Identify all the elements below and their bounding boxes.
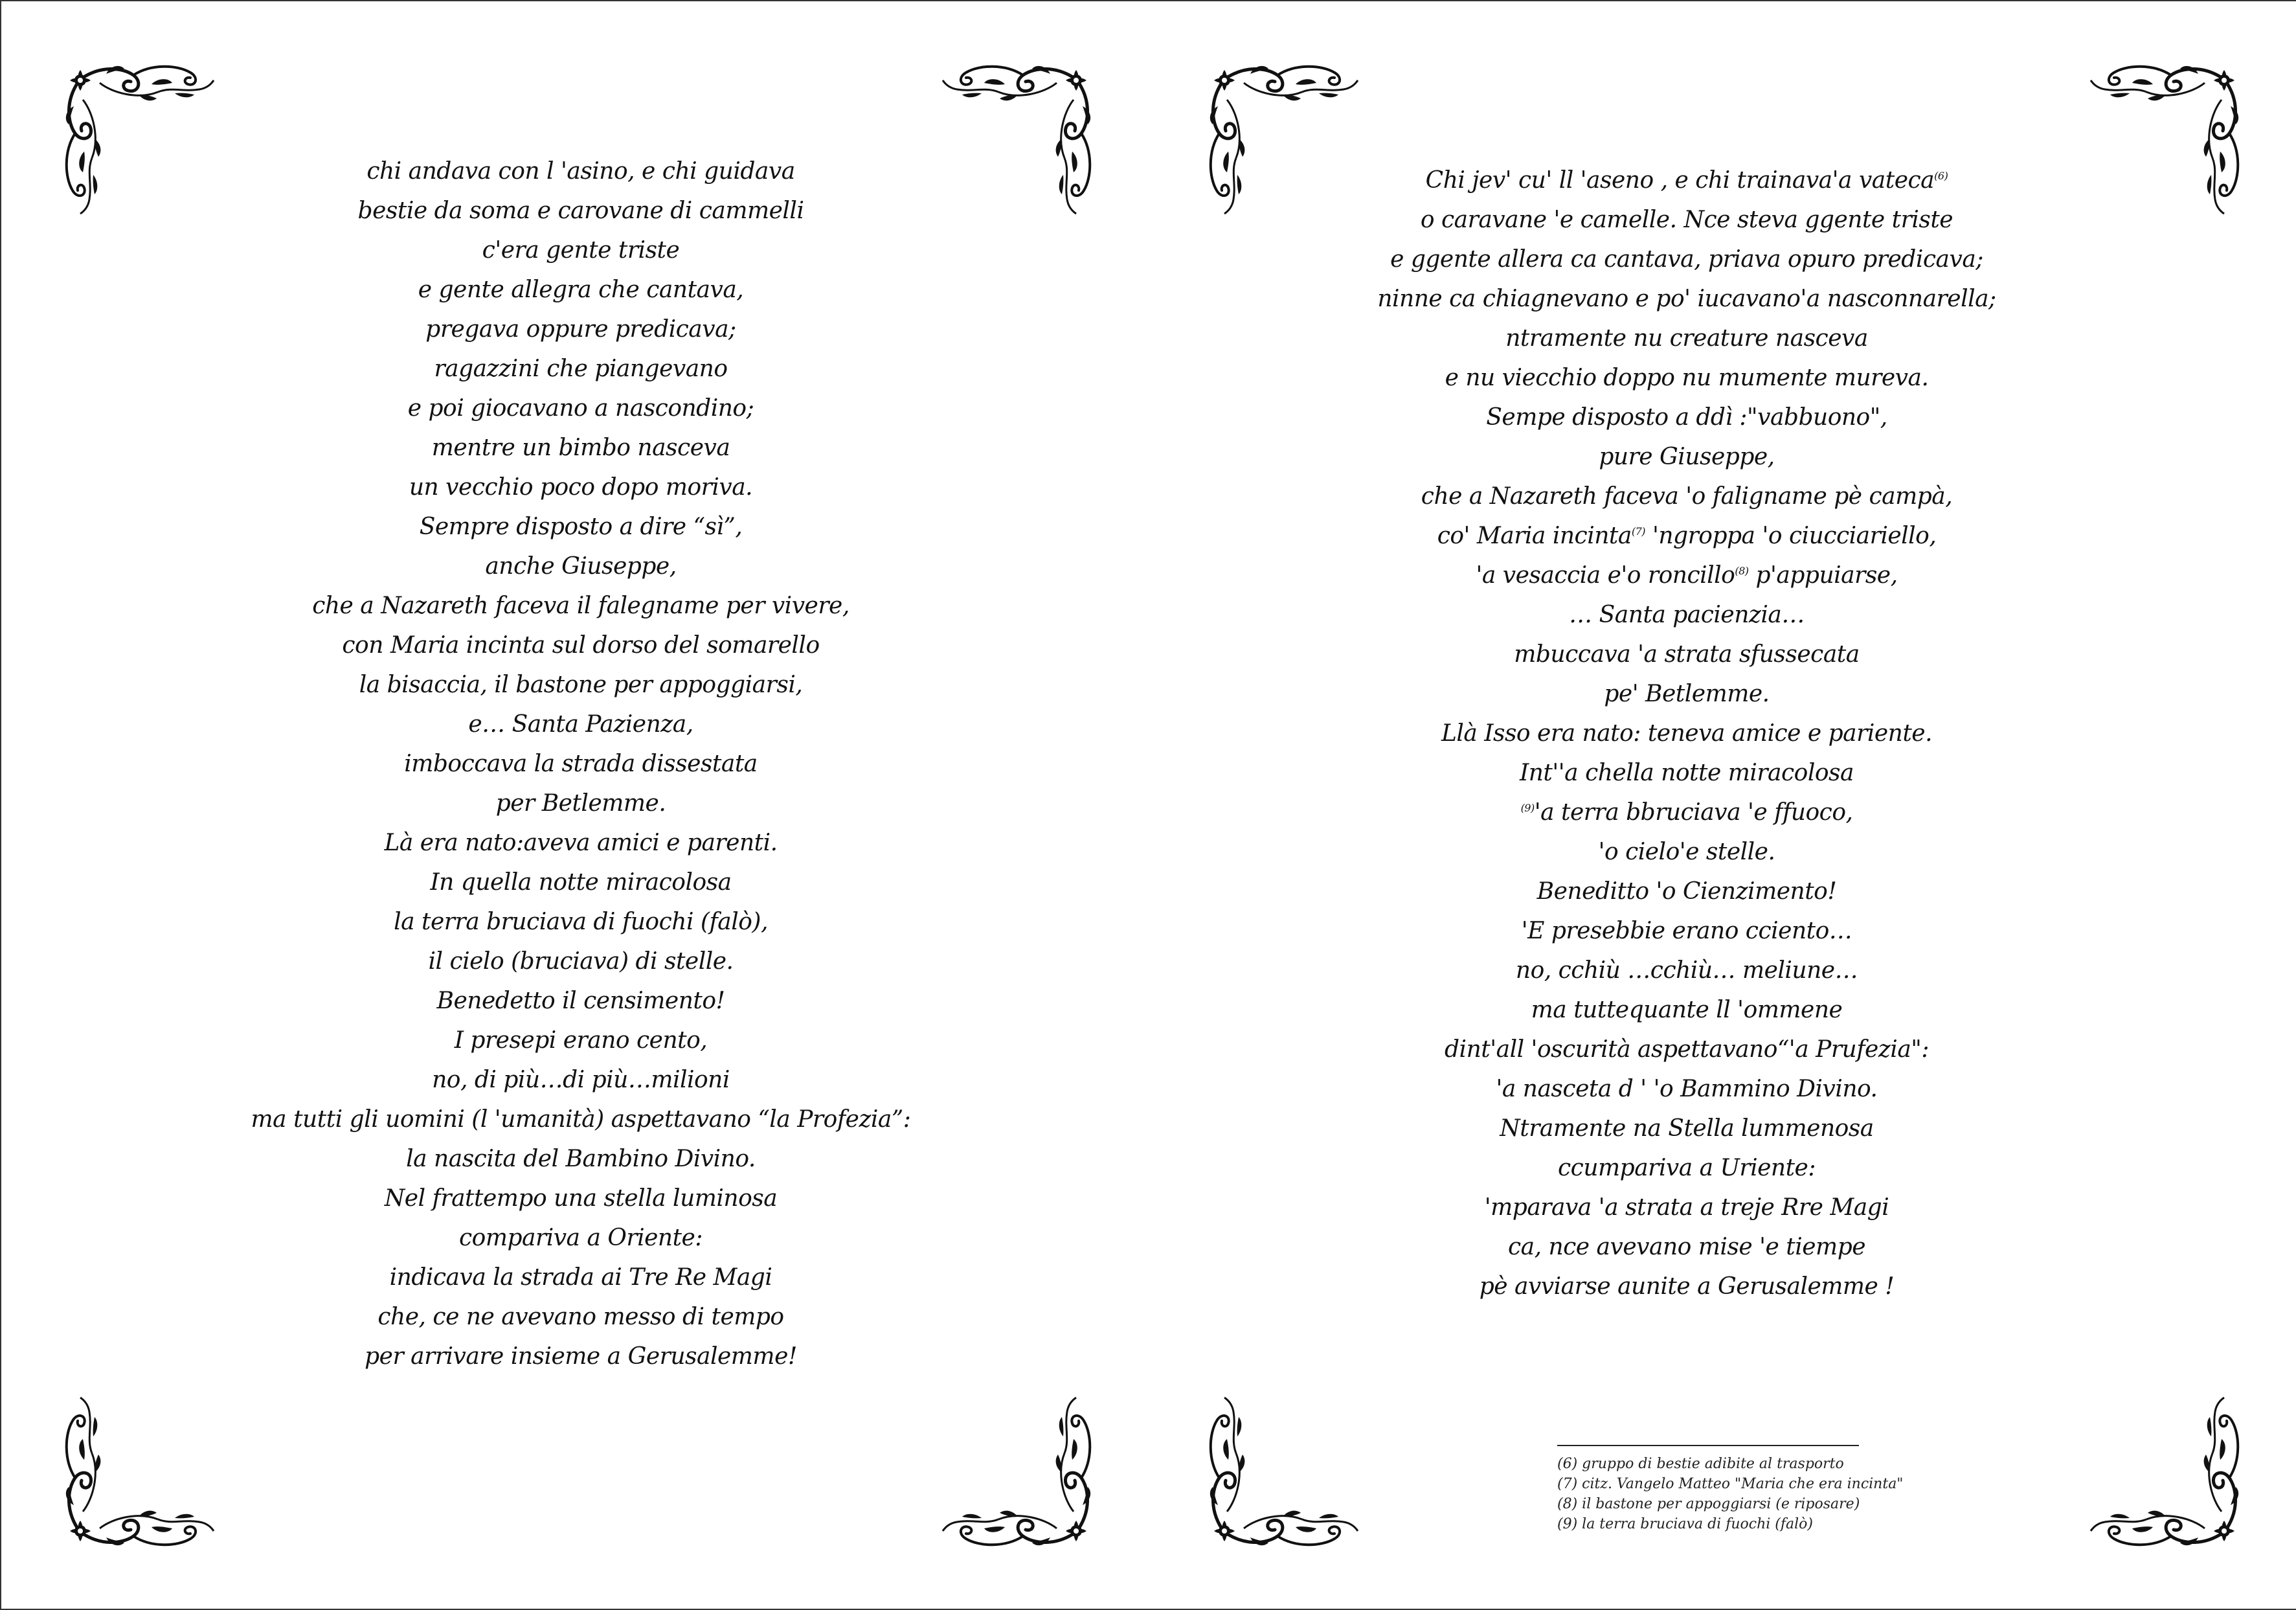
poem-line <box>1227 437 2146 477</box>
poem-line-text: pure Giuseppe, <box>1599 444 1775 470</box>
poem-line-text: Ntramente na Stella lummenosa <box>1500 1115 1874 1142</box>
poem-line: imboccava la strada dissestata <box>404 751 758 777</box>
poem-line: indicava la strada ai Tre Re Magi <box>389 1264 772 1291</box>
poem-line: Nel frattempo una stella luminosa <box>384 1185 778 1212</box>
poem-line <box>1227 951 2146 990</box>
poem-line-text: 'ngroppa 'o ciucciariello, <box>1645 523 1937 549</box>
poem-line: compariva a Oriente: <box>459 1225 703 1251</box>
poem-line: per Betlemme. <box>495 790 666 817</box>
poem-line: I presepi erano cento, <box>454 1027 708 1054</box>
poem-line: chi andava con l 'asino, e chi guidava <box>366 158 795 185</box>
poem-line-text: 'o cielo'e stelle. <box>1598 839 1775 865</box>
poem-line-text: ca, nce avevano mise 'e tiempe <box>1507 1234 1866 1260</box>
poem-line: e poi giocavano a nascondino; <box>407 395 754 422</box>
poem-line-text: … Santa pacienzia… <box>1569 602 1805 628</box>
footnote: (8) il bastone per appoggiarsi (e riposare) <box>1557 1496 1860 1512</box>
floral-corner-flourish-icon <box>1205 1389 1367 1550</box>
footnote: (6) gruppo di bestie adibite al trasporto <box>1557 1456 1844 1472</box>
poem-line-text: 'E presebbie erano cciento… <box>1521 918 1852 944</box>
poem-line-text: che a Nazareth faceva 'o faligname pè campà, <box>1421 483 1953 510</box>
poem-line <box>1227 398 2146 437</box>
poem-line-text: 'a vesaccia e'o roncillo <box>1476 562 1735 589</box>
poem-line: pregava oppure predicava; <box>425 316 736 343</box>
italian-poem <box>163 152 998 1376</box>
poem-line-text: Llà Isso era nato: teneva amice e pariente. <box>1441 720 1933 747</box>
poem-line: ma tutti gli uomini (l 'umanità) aspettavano “la Profezia”: <box>251 1106 911 1133</box>
poem-line: che, ce ne avevano messo di tempo <box>377 1304 784 1330</box>
poem-line: che a Nazareth faceva il falegname per vivere, <box>312 593 850 619</box>
poem-line <box>1227 635 2146 674</box>
poem-line <box>1227 200 2146 240</box>
poem-line: Là era nato:aveva amici e parenti. <box>384 830 778 856</box>
poem-line-text: ccumpariva a Uriente: <box>1558 1155 1816 1181</box>
poem-line-text: 'a nasceta d ' 'o Bammino Divino. <box>1496 1076 1878 1102</box>
footnote-marker: (8) <box>1735 565 1749 577</box>
poem-line: anche Giuseppe, <box>485 553 677 580</box>
poem-line <box>1227 1069 2146 1109</box>
poem-line <box>1227 1227 2146 1267</box>
right-page <box>1149 1 2296 1610</box>
footnote-marker: (7) <box>1631 525 1645 538</box>
poem-line-text: mbuccava 'a strata sfussecata <box>1514 641 1860 668</box>
poem-line: Sempre disposto a dire “sì”, <box>419 514 743 540</box>
poem-line <box>1227 911 2146 951</box>
poem-line-text: ntramente nu creature nasceva <box>1505 325 1868 352</box>
poem-line <box>1227 674 2146 714</box>
poem-line: ragazzini che piangevano <box>434 356 728 382</box>
poem-line <box>1227 477 2146 516</box>
floral-corner-flourish-icon <box>2082 1389 2244 1550</box>
poem-line: In quella notte miracolosa <box>430 869 732 896</box>
poem-line: mentre un bimbo nasceva <box>431 435 730 461</box>
poem-line-text: ma tuttequante ll 'ommene <box>1531 997 1843 1023</box>
poem-line: un vecchio poco dopo moriva. <box>409 474 753 501</box>
poem-line <box>1227 319 2146 358</box>
footnote-separator <box>1557 1445 1859 1446</box>
poem-line <box>1227 358 2146 398</box>
poem-line-text: Int''a chella notte miracolosa <box>1520 760 1854 786</box>
poem-line <box>1227 990 2146 1030</box>
poem-line <box>1227 1267 2146 1306</box>
poem-line: Benedetto il censimento! <box>436 988 725 1014</box>
poem-line: e… Santa Pazienza, <box>468 711 693 738</box>
poem-line-text: 'a terra bbruciava 'e ffuoco, <box>1534 799 1853 826</box>
poem-line <box>1227 240 2146 279</box>
poem-line: bestie da soma e carovane di cammelli <box>357 198 804 224</box>
poem-line <box>1227 1109 2146 1148</box>
poem-line: il cielo (bruciava) di stelle. <box>428 948 734 975</box>
poem-line <box>1227 872 2146 911</box>
poem-line-text: p'appuiarse, <box>1748 562 1898 589</box>
poem-line: no, di più…di più…milioni <box>432 1067 730 1093</box>
poem-line <box>1227 595 2146 635</box>
poem-line <box>1227 1188 2146 1227</box>
poem-line-text: co' Maria incinta <box>1437 523 1632 549</box>
footnote: (7) citz. Vangelo Matteo "Maria che era incinta" <box>1557 1476 1904 1492</box>
poem-line <box>1227 714 2146 753</box>
floral-corner-flourish-icon <box>934 1389 1096 1550</box>
poem-line-text: dint'all 'oscurità aspettavano“'a Prufezia": <box>1445 1036 1929 1063</box>
poem-line <box>1227 793 2146 832</box>
poem-line-text: 'mparava 'a strata a treje Rre Magi <box>1484 1194 1889 1221</box>
poem-line: per arrivare insieme a Gerusalemme! <box>365 1343 797 1370</box>
poem-line <box>1227 161 2146 200</box>
poem-line: la bisaccia, il bastone per appoggiarsi, <box>359 672 803 698</box>
poem-line-text: e nu viecchio doppo nu mumente mureva. <box>1445 365 1929 391</box>
poem-line <box>1227 1030 2146 1069</box>
poem-line <box>1227 556 2146 595</box>
poem-line: c'era gente triste <box>482 237 680 264</box>
poem-line-text: pè avviarse aunite a Gerusalemme ! <box>1479 1273 1895 1300</box>
poem-line-text: ninne ca chiagnevano e po' iucavano'a nasconnarella; <box>1377 286 1996 312</box>
footnote-marker: (6) <box>1934 170 1948 182</box>
poem-line <box>1227 516 2146 556</box>
left-page <box>1 1 1149 1610</box>
poem-line-text: e ggente allera ca cantava, priava opuro predicava; <box>1390 246 1983 273</box>
poem-line: la nascita del Bambino Divino. <box>406 1146 756 1172</box>
poem-line: e gente allegra che cantava, <box>418 277 744 303</box>
poem-line-text: Chi jev' cu' ll 'aseno , e chi trainava'a vateca <box>1425 167 1935 194</box>
neapolitan-poem <box>1227 161 2146 1306</box>
poem-line-text: Sempe disposto a ddì :"vabbuono", <box>1486 404 1887 431</box>
poem-line <box>1227 279 2146 319</box>
footnotes <box>1557 1454 2023 1534</box>
poem-line-text: Beneditto 'o Cienzimento! <box>1536 878 1837 905</box>
poem-line <box>1227 753 2146 793</box>
poem-line-text: pe' Betlemme. <box>1604 681 1770 707</box>
footnote-marker: (9) <box>1520 802 1535 814</box>
poem-line <box>1227 832 2146 872</box>
floral-corner-flourish-icon <box>61 1389 223 1550</box>
poem-line: con Maria incinta sul dorso del somarello <box>342 632 820 659</box>
footnote: (9) la terra bruciava di fuochi (falò) <box>1557 1516 1813 1532</box>
poem-line <box>1227 1148 2146 1188</box>
poem-line-text: no, cchiù …cchiù… meliune… <box>1515 957 1858 984</box>
poem-line: la terra bruciava di fuochi (falò), <box>394 909 768 935</box>
poem-line-text: o caravane 'e camelle. Nce steva ggente triste <box>1420 207 1953 233</box>
